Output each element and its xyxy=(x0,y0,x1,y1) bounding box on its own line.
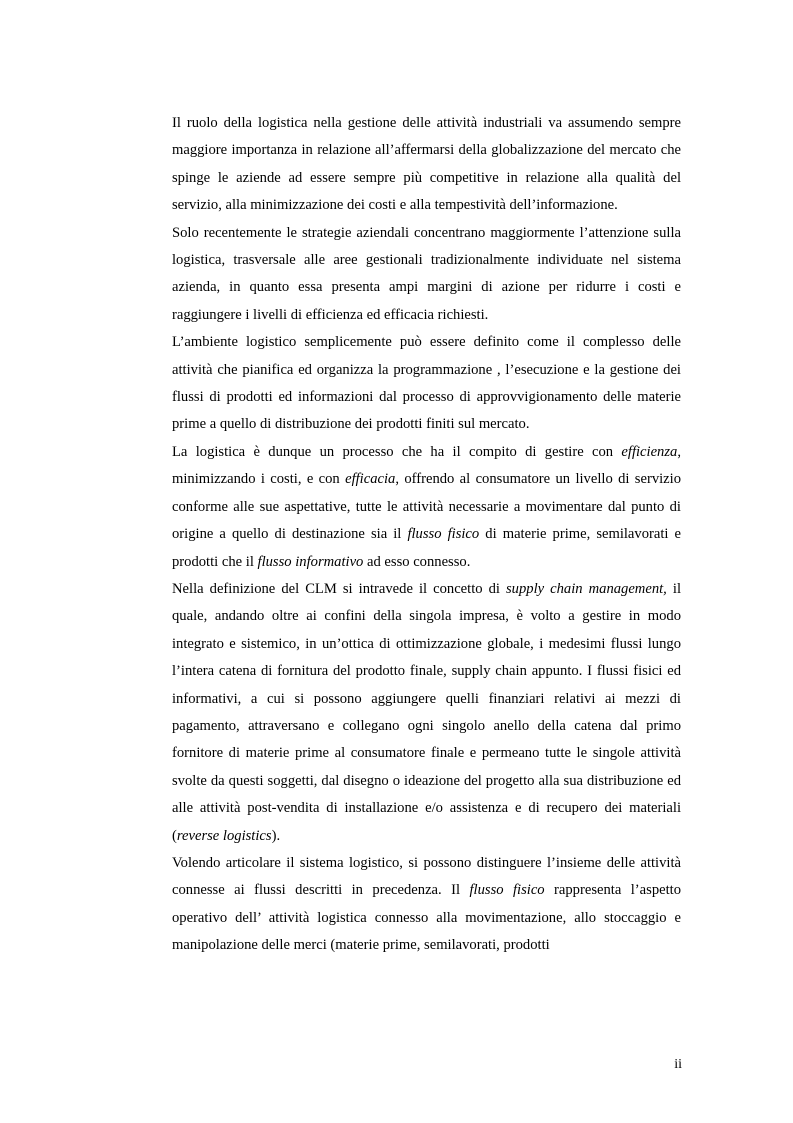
italic-term: flusso informativo xyxy=(257,553,364,570)
text-run: il quale, andando oltre ai confini della singola impresa, è volto a gestire in modo integrato e sistemico, in un’ottica di ottimizzazione globale, i medesimi flussi lungo l’intera catena di fornitura del prodotto finale, supply chain appunto. I flussi fisici ed informativi, a cui si possono aggiungere quelli finanziari relativi ai mezzi di pagamento, attraversano e collegano ogni singolo anello della catena dal primo fornitore di materie prime al consumatore finale e permeano tutte le singole attività svolte da questi soggetti, dal disegno o ideazione del progetto alla sua distribuzione ed alle attività post-vendita di installazione e/o assistenza e di recupero dei materiali ( xyxy=(172,580,681,844)
text-run: Nella definizione del CLM si intravede il concetto di xyxy=(172,580,506,597)
text-run: L’ambiente logistico semplicemente può essere definito come il complesso delle attività che pianifica ed organizza la programmazione , l’esecuzione e la gestione dei flussi di prodotti ed informazioni dal processo di approvvigionamento delle materie prime a quello di distribuzione dei prodotti finiti sul mercato. xyxy=(172,334,681,433)
text-run: di materie prime, semilavorati e prodotti che il xyxy=(172,526,682,570)
text-run: ad esso connesso. xyxy=(363,553,471,570)
paragraph xyxy=(172,110,681,220)
text-run: , offrendo al consumatore un livello di servizio conforme alle sue aspettative, tutte le attività necessarie a movimentare dal punto di origine a quello di destinazione sia il xyxy=(172,471,681,543)
italic-term: reverse logistics xyxy=(176,827,272,844)
paragraph xyxy=(172,220,681,330)
paragraph xyxy=(172,576,681,850)
page-number: ii xyxy=(674,1057,682,1072)
text-run: rappresenta l’aspetto operativo dell’ attività logistica connesso alla movimentazione, allo stoccaggio e manipolazione delle merci (materie prime, semilavorati, prodotti xyxy=(172,882,681,954)
body-text xyxy=(172,110,681,960)
italic-term: flusso fisico xyxy=(469,882,545,899)
paragraph xyxy=(172,850,681,960)
text-run: , minimizzando i costi, e con xyxy=(172,443,681,488)
text-run: Solo recentemente le strategie aziendali concentrano maggiormente l’attenzione sulla logistica, trasversale alle aree gestionali tradizionalmente individuate nel sistema azienda, in quanto essa presenta ampi margini di azione per ridurre i costi e raggiungere i livelli di efficienza ed efficacia richiesti. xyxy=(172,224,681,323)
text-run: Volendo articolare il sistema logistico, si possono distinguere l’insieme delle attività connesse ai flussi descritti in precedenza. Il xyxy=(172,854,681,899)
text-run: La logistica è dunque un processo che ha il compito di gestire con xyxy=(172,443,622,460)
text-run: ). xyxy=(271,827,281,844)
paragraph xyxy=(172,329,681,439)
text-run: Il ruolo della logistica nella gestione delle attività industriali va assumendo sempre maggiore importanza in relazione all’affermarsi della globalizzazione del mercato che spinge le aziende ad essere sempre più competitive in relazione alla qualità del servizio, alla minimizzazione dei costi e alla tempestività dell’informazione. xyxy=(172,115,681,214)
italic-term: flusso fisico xyxy=(407,526,480,543)
paragraph xyxy=(172,439,681,576)
italic-term: efficacia xyxy=(345,471,396,488)
italic-term: supply chain management, xyxy=(506,580,667,597)
italic-term: efficienza xyxy=(621,443,678,460)
